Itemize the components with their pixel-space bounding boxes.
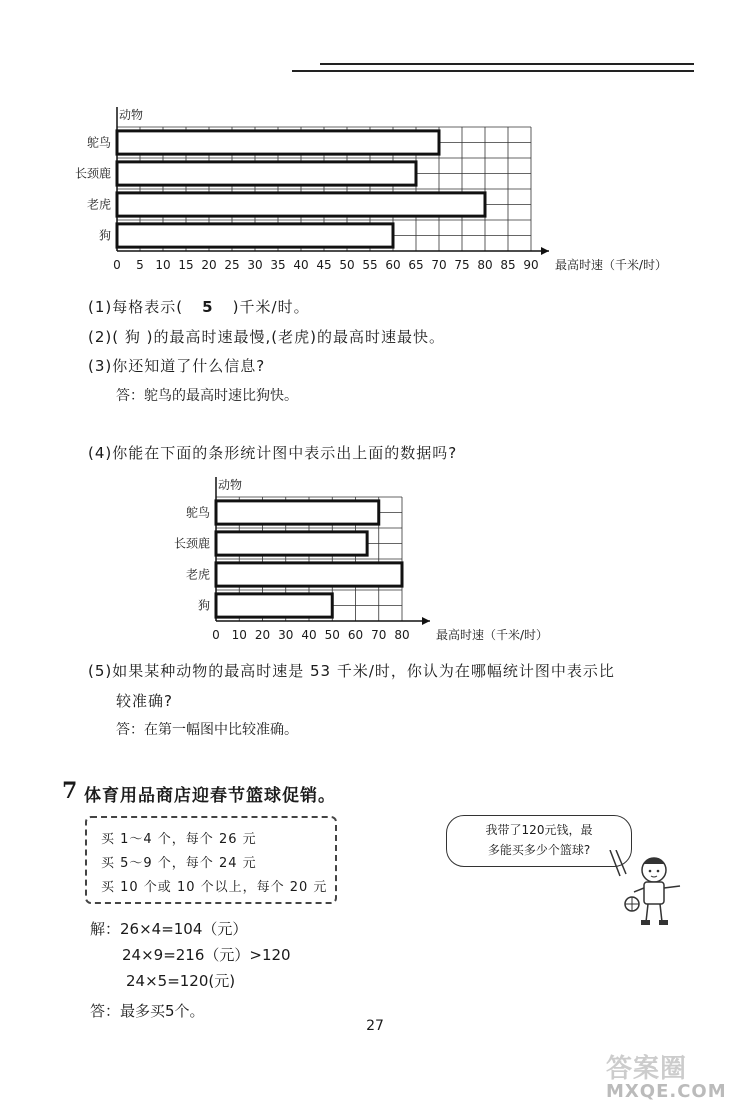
watermark-logo-text: 答案圈 xyxy=(606,1054,688,1084)
tick-label: 45 xyxy=(316,258,332,272)
tick-label: 20 xyxy=(254,628,271,642)
tick-label: 85 xyxy=(500,258,516,272)
bubble-line-2: 多能买多少个篮球? xyxy=(487,843,591,857)
tick-label: 30 xyxy=(247,258,263,272)
bar xyxy=(117,193,485,216)
promo-line-3: 买 10 个或 10 个以上，每个 20 元 xyxy=(101,880,328,895)
question-5-line-2: 较准确? xyxy=(116,692,173,710)
bar xyxy=(216,563,402,586)
tick-label: 65 xyxy=(408,258,424,272)
x-axis-arrow xyxy=(541,247,549,255)
category-label: 长颈鹿 xyxy=(173,536,210,551)
watermark xyxy=(606,1048,727,1102)
tick-label: 90 xyxy=(523,258,539,272)
tick-label: 0 xyxy=(113,258,121,272)
tick-label: 10 xyxy=(155,258,171,272)
x-axis-label: 最高时速（千米/时） xyxy=(436,628,549,642)
bar-chart-1 xyxy=(0,0,750,300)
category-label: 长颈鹿 xyxy=(74,166,111,181)
watermark-url: MXQE.COM xyxy=(606,1081,727,1102)
bar xyxy=(117,224,393,247)
bar xyxy=(216,532,367,555)
tick-label: 70 xyxy=(371,628,387,642)
category-label: 老虎 xyxy=(185,567,210,582)
tick-label: 40 xyxy=(293,258,309,272)
tick-label: 70 xyxy=(431,258,447,272)
tick-label: 20 xyxy=(201,258,217,272)
bar xyxy=(117,162,416,185)
tick-label: 80 xyxy=(394,628,410,642)
question-1-suffix: )千米/时。 xyxy=(232,298,310,316)
y-axis-label: 动物 xyxy=(218,478,243,492)
question-2: (2)( 狗 )的最高时速最慢,(老虎)的最高时速最快。 xyxy=(88,328,445,346)
tick-label: 55 xyxy=(362,258,378,272)
question-3-answer: 答：鸵鸟的最高时速比狗快。 xyxy=(116,388,298,404)
tick-label: 30 xyxy=(278,628,294,642)
page-number: 27 xyxy=(366,1018,384,1034)
question-3: (3)你还知道了什么信息? xyxy=(88,357,266,375)
tick-label: 60 xyxy=(347,628,364,642)
promo-line-1: 买 1～4 个，每个 26 元 xyxy=(101,832,257,847)
bar xyxy=(216,594,332,617)
bubble-line-1: 我带了120元钱，最 xyxy=(485,823,593,837)
y-axis-label: 动物 xyxy=(119,108,144,122)
tick-label: 80 xyxy=(477,258,493,272)
question-5-line-1: (5)如果某种动物的最高时速是 53 千米/时，你认为在哪幅统计图中表示比 xyxy=(88,662,615,680)
category-label: 鸵鸟 xyxy=(86,135,111,150)
boy-with-basketball-illustration xyxy=(596,850,696,930)
solution-line-2: 24×9=216（元）>120 xyxy=(122,946,291,964)
question-4: (4)你能在下面的条形统计图中表示出上面的数据吗? xyxy=(88,444,458,462)
question-1-answer: 5 xyxy=(202,298,214,316)
question-1-prefix: (1)每格表示( xyxy=(88,298,184,316)
tick-label: 5 xyxy=(136,258,144,272)
question-5-answer: 答：在第一幅图中比较准确。 xyxy=(116,722,298,738)
tick-label: 50 xyxy=(339,258,355,272)
promo-box xyxy=(85,816,337,904)
category-label: 狗 xyxy=(197,598,210,613)
tick-label: 75 xyxy=(454,258,470,272)
problem-7-title: 体育用品商店迎春节篮球促销。 xyxy=(84,786,336,806)
category-label: 老虎 xyxy=(86,197,111,212)
promo-line-2: 买 5～9 个，每个 24 元 xyxy=(101,856,257,871)
bar-chart-2 xyxy=(0,470,750,655)
x-axis-label: 最高时速（千米/时） xyxy=(555,258,668,272)
tick-label: 10 xyxy=(231,628,247,642)
question-1 xyxy=(88,296,310,317)
problem-7-number: 7 xyxy=(62,778,78,804)
final-answer: 答：最多买5个。 xyxy=(90,1002,205,1020)
x-axis-arrow xyxy=(422,617,430,625)
solution-line-1: 解：26×4=104（元） xyxy=(90,920,248,938)
tick-label: 0 xyxy=(212,628,220,642)
category-label: 鸵鸟 xyxy=(185,505,210,520)
tick-label: 50 xyxy=(324,628,340,642)
tick-label: 15 xyxy=(178,258,194,272)
tick-label: 60 xyxy=(385,258,401,272)
bar xyxy=(216,501,379,524)
tick-label: 25 xyxy=(224,258,240,272)
bar xyxy=(117,131,439,154)
tick-label: 35 xyxy=(270,258,286,272)
category-label: 狗 xyxy=(98,228,111,243)
tick-label: 40 xyxy=(301,628,317,642)
solution-line-3: 24×5=120(元) xyxy=(126,972,236,990)
